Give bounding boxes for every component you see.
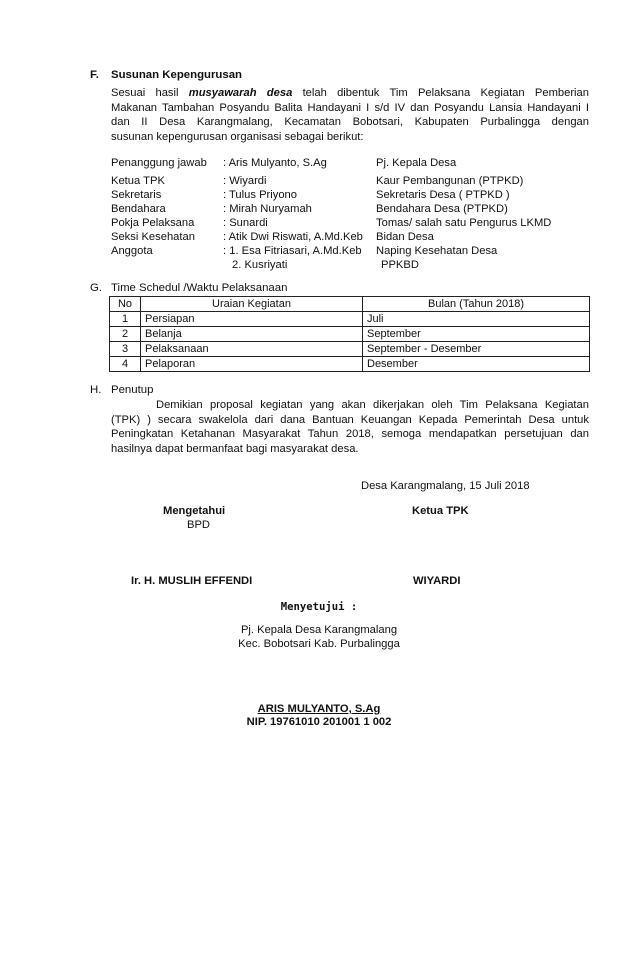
left-signer-name: Ir. H. MUSLIH EFFENDI [131,575,253,587]
schedule-table [109,296,590,372]
org-position: Bidan Desa [376,231,434,243]
cell-no: 2 [110,327,141,342]
place-date: Desa Karangmalang, 15 Juli 2018 [361,480,530,492]
section-h-title: Penutup [111,384,154,396]
org-position: Pj. Kepala Desa [376,157,457,169]
table-row [110,327,590,342]
section-f-letter: F. [90,69,99,81]
approve-line-2: Kec. Bobotsari Kab. Purbalingga [238,638,400,650]
cell-bulan: September - Desember [363,342,590,357]
org-name: : Wiyardi [223,175,267,187]
table-row [110,357,590,372]
org-position: PPKBD [381,259,419,271]
cell-no: 1 [110,312,141,327]
table-row [110,312,590,327]
org-role: Pokja Pelaksana [111,217,195,229]
approve-signer-nip: NIP. 19761010 201001 1 002 [246,716,392,728]
org-name: 2. Kusriyati [232,259,288,271]
right-signer-title: Ketua TPK [412,505,469,517]
schedule-header-row [110,297,590,312]
section-f-paragraph [111,86,589,144]
org-position: Bendahara Desa (PTPKD) [376,203,508,215]
header-bulan: Bulan (Tahun 2018) [363,297,590,312]
section-g-title: Time Schedul /Waktu Pelaksanaan [111,282,288,294]
section-h-para-line: Demikian proposal kegiatan yang akan dikerjakan oleh Tim Pelaksana Kegiatan [156,399,589,411]
cell-no: 3 [110,342,141,357]
org-role: Seksi Kesehatan [111,231,195,243]
org-name: : Tulus Priyono [223,189,297,201]
header-uraian: Uraian Kegiatan [141,297,363,312]
cell-bulan: Juli [363,312,590,327]
section-f-title: Susunan Kepengurusan [111,69,243,81]
org-name: : Atik Dwi Riswati, A.Md.Keb [223,231,363,243]
org-role: Penanggung jawab [111,157,207,169]
header-no: No [110,297,141,312]
org-position: Naping Kesehatan Desa [376,245,498,257]
right-signer-name: WIYARDI [413,575,461,587]
org-name: : Sunardi [223,217,268,229]
section-f-para-line: Makanan Tambahan Posyandu Balita Handayani I s/d IV dan Posyandu Lansia Handayani I [111,101,589,114]
cell-bulan: September [363,327,590,342]
org-name: : Aris Mulyanto, S.Ag [223,157,327,169]
org-position: Kaur Pembangunan (PTPKD) [376,175,524,187]
section-f-para-line: Sesuai hasil musyawarah desa telah dibentuk Tim Pelaksana Kegiatan Pemberian [111,87,589,99]
left-signer-subtitle: BPD [187,519,211,531]
cell-bulan: Desember [363,357,590,372]
org-role: Ketua TPK [111,175,165,187]
cell-no: 4 [110,357,141,372]
approve-title: Menyetujui : [280,601,358,613]
section-f-para-line: susunan kepengurusan organisasi sebagai berikut: [111,130,364,143]
table-row [110,342,590,357]
musyawarah-emphasis: musyawarah desa [188,87,293,99]
left-signer-title: Mengetahui [163,505,226,517]
org-role: Bendahara [111,203,166,215]
section-h-para-line: (TPK) ) secara swakelola dari dana Bantuan Keuangan Kepada Pemerintah Desa untuk [111,413,589,426]
section-h-letter: H. [90,384,102,396]
section-h-paragraph [111,398,589,456]
org-position: Tomas/ salah satu Pengurus LKMD [376,217,552,229]
cell-uraian: Pelaporan [141,357,363,372]
section-f-para-line: dan II Desa Karangmalang, Kecamatan Bobotsari, Kabupaten Purbalingga dengan [111,116,589,129]
cell-uraian: Persiapan [141,312,363,327]
org-name: : 1. Esa Fitriasari, A.Md.Keb [223,245,362,257]
org-role: Anggota [111,245,153,257]
section-g-letter: G. [90,282,103,294]
org-name: : Mirah Nuryamah [223,203,312,215]
cell-uraian: Belanja [141,327,363,342]
cell-uraian: Pelaksanaan [141,342,363,357]
section-h-para-line: Peningkatan Ketahanan Masyarakat Tahun 2018, semoga mendapatkan persetujuan dan [111,428,589,441]
org-position: Sekretaris Desa ( PTPKD ) [376,189,510,201]
section-h-para-line: hasilnya dapat bermanfaat bagi masyarakat desa. [111,442,359,455]
approve-signer-name: ARIS MULYANTO, S.Ag [257,703,381,715]
org-role: Sekretaris [111,189,162,201]
approve-line-1: Pj. Kepala Desa Karangmalang [240,624,398,636]
